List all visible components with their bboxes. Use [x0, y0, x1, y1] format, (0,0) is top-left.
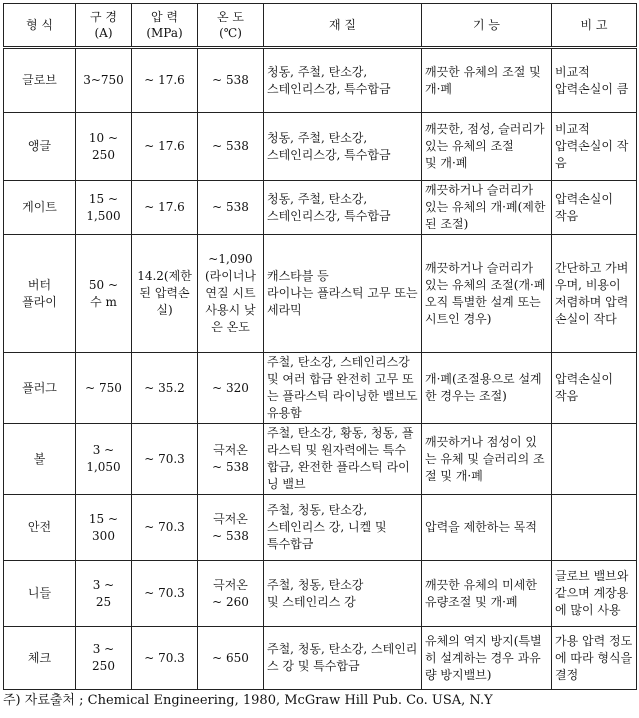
row-material: 캐스타블 등 라이나는 플라스틱 고무 또는 세라믹 [264, 235, 422, 353]
row-temperature: ~ 320 [198, 353, 264, 424]
row-type: 체크 [4, 627, 76, 690]
row-function: 개·폐(조절용으로 설계한 경우는 조절) [422, 353, 552, 424]
row-material: 청동, 주철, 탄소강, 스테인리스강, 특수합금 [264, 113, 422, 181]
row-pressure: ~ 70.3 [132, 424, 198, 495]
table-row [4, 353, 637, 424]
row-remark: 비교적 압력손실이 작음 [552, 113, 637, 181]
header-function: 기 능 [422, 4, 552, 48]
table-row [4, 495, 637, 561]
row-diameter: 3 ~ 25 [76, 561, 132, 627]
table-row [4, 424, 637, 495]
row-function: 깨끗하거나 슬러리가 있는 유체의 조절(개·폐 오직 특별한 설계 또는 시트인 경우) [422, 235, 552, 353]
row-material: 주철, 탄소강, 황동, 청동, 플라스틱 및 원자력에는 특수 합금, 완전한 플라스틱 라이닝 밸브 [264, 424, 422, 495]
row-diameter: ~ 750 [76, 353, 132, 424]
row-remark: 비교적 압력손실이 큼 [552, 48, 637, 113]
row-temperature: ~ 538 [198, 113, 264, 181]
row-material: 주철, 청동, 탄소강, 스테인리스 강, 니켈 및 특수합금 [264, 495, 422, 561]
row-material: 청동, 주철, 탄소강, 스테인리스강, 특수합금 [264, 48, 422, 113]
row-function: 깨끗하거나 점성이 있는 유체 및 슬러리의 조절 및 개·폐 [422, 424, 552, 495]
row-pressure: ~ 70.3 [132, 627, 198, 690]
row-type: 플러그 [4, 353, 76, 424]
source-note: 주) 자료출처 ; Chemical Engineering, 1980, McGraw Hill Pub. Co. USA, N.Y [3, 693, 493, 708]
row-pressure: ~ 70.3 [132, 495, 198, 561]
header-row [4, 4, 637, 48]
row-remark [552, 424, 637, 495]
table-row [4, 627, 637, 690]
row-pressure: ~ 17.6 [132, 48, 198, 113]
row-type: 안전 [4, 495, 76, 561]
row-type: 게이트 [4, 181, 76, 235]
header-type: 형 식 [4, 4, 76, 48]
row-temperature: ~ 538 [198, 181, 264, 235]
row-type: 앵글 [4, 113, 76, 181]
row-type: 니들 [4, 561, 76, 627]
row-temperature: 극저온 ~ 538 [198, 424, 264, 495]
row-pressure: ~ 35.2 [132, 353, 198, 424]
row-function: 깨끗한, 점성, 슬러리가 있는 유체의 조절 및 개·폐 [422, 113, 552, 181]
row-temperature: ~ 650 [198, 627, 264, 690]
row-function: 압력을 제한하는 목적 [422, 495, 552, 561]
header-temperature: 온 도 (℃) [198, 4, 264, 48]
row-diameter: 3~750 [76, 48, 132, 113]
row-diameter: 10 ~ 250 [76, 113, 132, 181]
row-function: 깨끗한 유체의 조절 및 개·폐 [422, 48, 552, 113]
row-pressure: ~ 17.6 [132, 181, 198, 235]
row-diameter: 50 ~ 수 m [76, 235, 132, 353]
row-material: 주철, 청동, 탄소강, 스테인리스 강 및 특수합금 [264, 627, 422, 690]
row-remark: 가용 압력 정도에 따라 형식을 결정 [552, 627, 637, 690]
row-pressure: 14.2(제한된 압력손실) [132, 235, 198, 353]
row-material: 주철, 탄소강, 스테인리스강 및 여러 합금 완전히 고무 또는 플라스틱 라이닝한 밸브도 유용함 [264, 353, 422, 424]
table-row [4, 235, 637, 353]
row-diameter: 3 ~ 1,050 [76, 424, 132, 495]
row-pressure: ~ 70.3 [132, 561, 198, 627]
header-diameter: 구 경 (A) [76, 4, 132, 48]
header-remark: 비 고 [552, 4, 637, 48]
table-row [4, 561, 637, 627]
row-temperature: 극저온 ~ 538 [198, 495, 264, 561]
row-diameter: 3 ~ 250 [76, 627, 132, 690]
table-row [4, 113, 637, 181]
row-type: 글로브 [4, 48, 76, 113]
row-type: 버터 플라이 [4, 235, 76, 353]
row-remark: 압력손실이 작음 [552, 181, 637, 235]
table-row [4, 181, 637, 235]
row-material: 주철, 청동, 탄소강 및 스테인리스 강 [264, 561, 422, 627]
header-material: 재 질 [264, 4, 422, 48]
row-diameter: 15 ~ 300 [76, 495, 132, 561]
row-temperature: 극저온 ~ 260 [198, 561, 264, 627]
row-material: 청동, 주철, 탄소강, 스테인리스강, 특수합금 [264, 181, 422, 235]
row-remark [552, 495, 637, 561]
row-temperature: ~ 538 [198, 48, 264, 113]
row-remark: 글로브 밸브와 같으며 계장용에 많이 사용 [552, 561, 637, 627]
row-function: 깨끗한 유체의 미세한 유량조절 및 개·폐 [422, 561, 552, 627]
row-remark: 간단하고 가벼우며, 비용이 저렴하며 압력손실이 작다 [552, 235, 637, 353]
row-remark: 압력손실이 작음 [552, 353, 637, 424]
row-type: 볼 [4, 424, 76, 495]
row-diameter: 15 ~ 1,500 [76, 181, 132, 235]
table-row [4, 48, 637, 113]
row-function: 유체의 역지 방지(특별히 설계하는 경우 과유량 방지밸브) [422, 627, 552, 690]
valve-table [3, 3, 637, 690]
row-function: 깨끗하거나 슬러리가 있는 유체의 개·폐(제한된 조절) [422, 181, 552, 235]
header-pressure: 압 력 (MPa) [132, 4, 198, 48]
row-pressure: ~ 17.6 [132, 113, 198, 181]
row-temperature: ~1,090(라이너나 연질 시트 사용시 낮은 온도 [198, 235, 264, 353]
